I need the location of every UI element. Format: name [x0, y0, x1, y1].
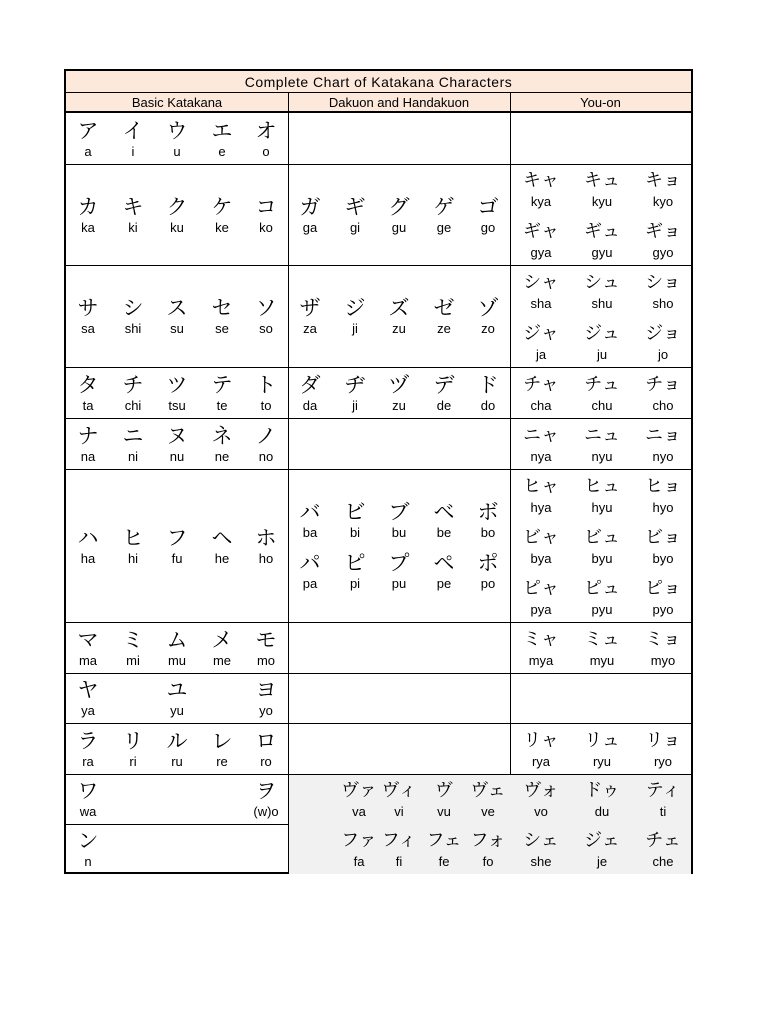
romaji-label: mo: [256, 652, 276, 668]
katakana-char: ノ: [255, 423, 277, 448]
row-divider: [66, 164, 691, 165]
romaji-label: yo: [259, 703, 273, 718]
katakana-char: ジュ: [584, 322, 620, 344]
column-divider: [288, 93, 289, 874]
romaji-label: ko: [259, 219, 273, 235]
romaji-label: pyu: [591, 601, 613, 617]
row-divider: [66, 367, 691, 368]
romaji-label: cho: [652, 397, 674, 413]
romaji-label: rya: [531, 753, 551, 769]
katakana-char: ヴィ: [381, 780, 417, 801]
header-dakuon-handakuon: Dakuon and Handakuon: [328, 94, 470, 110]
romaji-label: mi: [126, 652, 140, 668]
romaji-label: vi: [394, 804, 404, 819]
katakana-char: ト: [255, 372, 277, 397]
katakana-char: ピ: [344, 551, 366, 575]
katakana-char: コ: [255, 194, 277, 219]
katakana-char: ピャ: [523, 577, 559, 599]
romaji-label: pi: [349, 576, 361, 591]
katakana-char: ツ: [166, 372, 188, 397]
katakana-char: オ: [255, 118, 277, 143]
katakana-char: ポ: [477, 551, 499, 575]
romaji-label: ryo: [653, 753, 673, 769]
katakana-char: ボ: [477, 500, 499, 524]
romaji-label: shu: [591, 295, 613, 311]
katakana-char: モ: [255, 627, 277, 652]
katakana-char: サ: [77, 296, 99, 320]
katakana-char: ティ: [645, 780, 681, 801]
katakana-char: テ: [211, 372, 233, 397]
romaji-label: hyo: [652, 499, 674, 515]
katakana-char: ダ: [299, 372, 321, 397]
katakana-char: グ: [388, 194, 410, 219]
romaji-label: ja: [535, 346, 547, 362]
romaji-label: fo: [482, 854, 494, 869]
romaji-label: ri: [129, 753, 137, 769]
katakana-char: ヴェ: [470, 780, 506, 801]
katakana-char: ヤ: [77, 678, 99, 702]
romaji-label: be: [436, 525, 452, 540]
romaji-label: bu: [391, 525, 407, 540]
romaji-label: a: [84, 143, 92, 159]
header-youon: You-on: [580, 94, 621, 110]
katakana-char: ジョ: [645, 322, 681, 344]
katakana-char: レ: [211, 728, 233, 753]
katakana-char: ゴ: [477, 194, 499, 219]
katakana-char: ド: [477, 372, 499, 397]
katakana-char: チェ: [645, 830, 681, 851]
katakana-char: シェ: [523, 830, 559, 851]
katakana-char: フィ: [381, 830, 417, 851]
romaji-label: mya: [528, 652, 554, 668]
katakana-char: キ: [122, 194, 144, 219]
row-divider: [66, 774, 691, 775]
romaji-label: (w)o: [253, 804, 279, 819]
katakana-char: キョ: [645, 170, 681, 191]
katakana-char: イ: [122, 118, 144, 143]
row-divider: [66, 469, 691, 470]
romaji-label: ra: [82, 753, 94, 769]
header-basic-katakana: Basic Katakana: [131, 94, 223, 110]
katakana-char: ヲ: [255, 779, 277, 803]
katakana-char: ビョ: [645, 526, 681, 548]
romaji-label: jo: [657, 346, 669, 362]
romaji-label: myu: [589, 652, 615, 668]
katakana-char: ヴァ: [341, 780, 377, 801]
romaji-label: bya: [530, 550, 552, 566]
katakana-char: ジャ: [523, 322, 559, 344]
romaji-label: vo: [534, 804, 548, 819]
romaji-label: no: [258, 448, 274, 464]
romaji-label: he: [214, 550, 230, 566]
romaji-label: du: [594, 804, 610, 819]
katakana-char: ナ: [77, 423, 99, 448]
katakana-char: ピュ: [584, 577, 620, 599]
romaji-label: ke: [215, 219, 229, 235]
katakana-char: ヒャ: [523, 475, 559, 497]
katakana-char: ドゥ: [584, 780, 620, 801]
katakana-char: ヨ: [255, 678, 277, 702]
romaji-label: fi: [395, 854, 403, 869]
katakana-char: ハ: [77, 525, 99, 550]
katakana-char: エ: [211, 118, 233, 143]
katakana-char: ブ: [388, 500, 410, 524]
romaji-label: ni: [127, 448, 139, 464]
romaji-label: ki: [128, 219, 138, 235]
romaji-label: gyo: [652, 245, 674, 260]
romaji-label: ru: [171, 753, 183, 769]
romaji-label: te: [216, 397, 228, 413]
katakana-char: ア: [77, 118, 99, 143]
romaji-label: me: [212, 652, 232, 668]
romaji-label: ga: [302, 219, 318, 235]
katakana-char: ユ: [166, 678, 188, 702]
katakana-char: カ: [77, 194, 99, 219]
katakana-char: マ: [77, 627, 99, 652]
row-divider: [66, 418, 691, 419]
katakana-char: ギョ: [645, 221, 681, 242]
romaji-label: kyo: [652, 194, 674, 209]
katakana-char: ジ: [344, 296, 366, 320]
katakana-char: ケ: [211, 194, 233, 219]
katakana-char: ラ: [77, 728, 99, 753]
romaji-label: zu: [392, 321, 406, 336]
romaji-label: ku: [170, 219, 184, 235]
romaji-label: pu: [391, 576, 407, 591]
romaji-label: sho: [652, 295, 674, 311]
romaji-label: gyu: [591, 245, 613, 260]
katakana-char: キュ: [584, 170, 620, 191]
romaji-label: su: [170, 321, 184, 336]
katakana-char: ヘ: [211, 525, 233, 550]
katakana-char: リョ: [645, 729, 681, 751]
katakana-char: ソ: [255, 296, 277, 320]
romaji-label: hi: [127, 550, 139, 566]
romaji-label: chu: [591, 397, 613, 413]
romaji-label: ju: [596, 346, 608, 362]
romaji-label: vu: [437, 804, 451, 819]
katakana-char: ニュ: [584, 424, 620, 446]
katakana-char: シュ: [584, 271, 620, 293]
katakana-char: ビャ: [523, 526, 559, 548]
katakana-char: チョ: [645, 373, 681, 395]
romaji-label: ba: [302, 525, 318, 540]
romaji-label: fu: [171, 550, 183, 566]
romaji-label: tsu: [168, 397, 186, 413]
katakana-char: チャ: [523, 373, 559, 395]
katakana-char: パ: [299, 551, 321, 575]
katakana-char: ゲ: [433, 194, 455, 219]
katakana-char: ザ: [299, 296, 321, 320]
romaji-label: pe: [436, 576, 452, 591]
katakana-char: キャ: [523, 170, 559, 191]
katakana-char: ピョ: [645, 577, 681, 599]
romaji-label: ji: [352, 397, 358, 413]
row-divider: [66, 622, 691, 623]
katakana-char: ニョ: [645, 424, 681, 446]
romaji-label: gu: [391, 219, 407, 235]
romaji-label: zu: [392, 397, 406, 413]
katakana-char: セ: [211, 296, 233, 320]
katakana-char: ロ: [255, 728, 277, 753]
katakana-char: ミ: [122, 627, 144, 652]
romaji-label: nu: [169, 448, 185, 464]
romaji-label: po: [480, 576, 496, 591]
katakana-char: ニ: [122, 423, 144, 448]
romaji-label: sa: [81, 321, 95, 336]
romaji-label: nyu: [591, 448, 613, 464]
romaji-label: wa: [79, 804, 97, 819]
romaji-label: so: [259, 321, 273, 336]
romaji-label: ta: [82, 397, 94, 413]
katakana-char: チュ: [584, 373, 620, 395]
katakana-char: ク: [166, 194, 188, 219]
romaji-label: che: [652, 854, 674, 869]
romaji-label: ji: [352, 321, 358, 336]
romaji-label: zo: [481, 321, 495, 336]
romaji-label: ti: [659, 804, 667, 819]
romaji-label: fe: [438, 854, 450, 869]
row-divider: [66, 723, 691, 724]
katakana-char: ギ: [344, 194, 366, 219]
katakana-char: ヴォ: [523, 780, 559, 801]
row-divider: [66, 673, 691, 674]
romaji-label: gi: [349, 219, 361, 235]
katakana-char: ミュ: [584, 628, 620, 650]
katakana-char: シ: [122, 296, 144, 320]
katakana-char: ヌ: [166, 423, 188, 448]
romaji-label: nya: [530, 448, 552, 464]
romaji-label: i: [131, 143, 135, 159]
katakana-char: ヒュ: [584, 475, 620, 497]
romaji-label: ge: [436, 219, 452, 235]
romaji-label: ka: [81, 219, 95, 235]
romaji-label: pya: [530, 601, 552, 617]
romaji-label: ve: [481, 804, 495, 819]
row-divider: [66, 265, 691, 266]
katakana-char: プ: [388, 551, 410, 575]
romaji-label: da: [302, 397, 318, 413]
katakana-char: リャ: [523, 729, 559, 751]
katakana-char: リュ: [584, 729, 620, 751]
katakana-char: リ: [122, 728, 144, 753]
katakana-char: デ: [433, 372, 455, 397]
katakana-char: ホ: [255, 525, 277, 550]
romaji-label: gya: [530, 245, 552, 260]
romaji-label: to: [260, 397, 272, 413]
katakana-char: ウ: [166, 118, 188, 143]
katakana-char: ズ: [388, 296, 410, 320]
katakana-char: ゾ: [477, 296, 499, 320]
romaji-label: va: [352, 804, 366, 819]
katakana-char: ネ: [211, 423, 233, 448]
romaji-label: pyo: [652, 601, 674, 617]
romaji-label: hya: [530, 499, 552, 515]
katakana-char: ミャ: [523, 628, 559, 650]
romaji-label: chi: [124, 397, 142, 413]
katakana-char: ヴ: [435, 780, 453, 801]
katakana-char: ギュ: [584, 221, 620, 242]
katakana-char: ヒ: [122, 525, 144, 550]
romaji-label: ho: [258, 550, 274, 566]
katakana-char: ジェ: [584, 830, 620, 851]
katakana-char: ミョ: [645, 628, 681, 650]
romaji-label: sha: [530, 295, 552, 311]
katakana-char: ム: [166, 627, 188, 652]
romaji-label: kyu: [591, 194, 613, 209]
katakana-char: ゼ: [433, 296, 455, 320]
romaji-label: kya: [530, 194, 552, 209]
katakana-char: ニャ: [523, 424, 559, 446]
katakana-char: ル: [166, 728, 188, 753]
katakana-char: ビ: [344, 500, 366, 524]
romaji-label: n: [84, 854, 92, 869]
romaji-label: se: [215, 321, 229, 336]
katakana-char: ガ: [299, 194, 321, 219]
romaji-label: nyo: [652, 448, 674, 464]
romaji-label: bi: [349, 525, 361, 540]
romaji-label: myo: [650, 652, 676, 668]
romaji-label: byo: [652, 550, 674, 566]
katakana-char: シャ: [523, 271, 559, 293]
romaji-label: fa: [353, 854, 365, 869]
katakana-chart: [64, 69, 693, 874]
romaji-label: bo: [480, 525, 496, 540]
romaji-label: o: [262, 143, 270, 159]
katakana-char: ファ: [341, 830, 377, 851]
katakana-char: メ: [211, 627, 233, 652]
romaji-label: byu: [591, 550, 613, 566]
romaji-label: do: [480, 397, 496, 413]
romaji-label: za: [303, 321, 317, 336]
romaji-label: ro: [260, 753, 272, 769]
katakana-char: ショ: [645, 271, 681, 293]
katakana-char: ヂ: [344, 372, 366, 397]
katakana-char: フェ: [426, 830, 462, 851]
katakana-char: ワ: [77, 779, 99, 803]
romaji-label: ne: [214, 448, 230, 464]
romaji-label: je: [596, 854, 608, 869]
romaji-label: ha: [80, 550, 96, 566]
romaji-label: cha: [530, 397, 552, 413]
romaji-label: go: [480, 219, 496, 235]
romaji-label: pa: [302, 576, 318, 591]
romaji-label: she: [530, 854, 552, 869]
chart-title: Complete Chart of Katakana Characters: [66, 71, 691, 93]
katakana-char: ヅ: [388, 372, 410, 397]
katakana-char: ペ: [433, 551, 455, 575]
romaji-label: ryu: [592, 753, 612, 769]
romaji-label: hyu: [591, 499, 613, 515]
katakana-char: フォ: [470, 830, 506, 851]
romaji-label: e: [218, 143, 226, 159]
column-divider: [510, 93, 511, 774]
katakana-char: ビュ: [584, 526, 620, 548]
katakana-char: ス: [166, 296, 188, 320]
katakana-char: フ: [166, 525, 188, 550]
romaji-label: re: [216, 753, 228, 769]
katakana-char: タ: [77, 372, 99, 397]
katakana-char: バ: [299, 500, 321, 524]
katakana-char: チ: [122, 372, 144, 397]
row-divider: [66, 824, 288, 825]
katakana-char: ギャ: [523, 221, 559, 242]
romaji-label: mu: [167, 652, 187, 668]
romaji-label: u: [173, 143, 181, 159]
romaji-label: ma: [78, 652, 98, 668]
katakana-char: ヒョ: [645, 475, 681, 497]
katakana-char: ン: [77, 829, 99, 853]
romaji-label: na: [80, 448, 96, 464]
romaji-label: ya: [81, 703, 95, 718]
romaji-label: de: [436, 397, 452, 413]
romaji-label: shi: [124, 321, 142, 336]
katakana-char: ベ: [433, 500, 455, 524]
romaji-label: ze: [437, 321, 451, 336]
column-header-row: [66, 93, 691, 113]
romaji-label: yu: [170, 703, 184, 718]
